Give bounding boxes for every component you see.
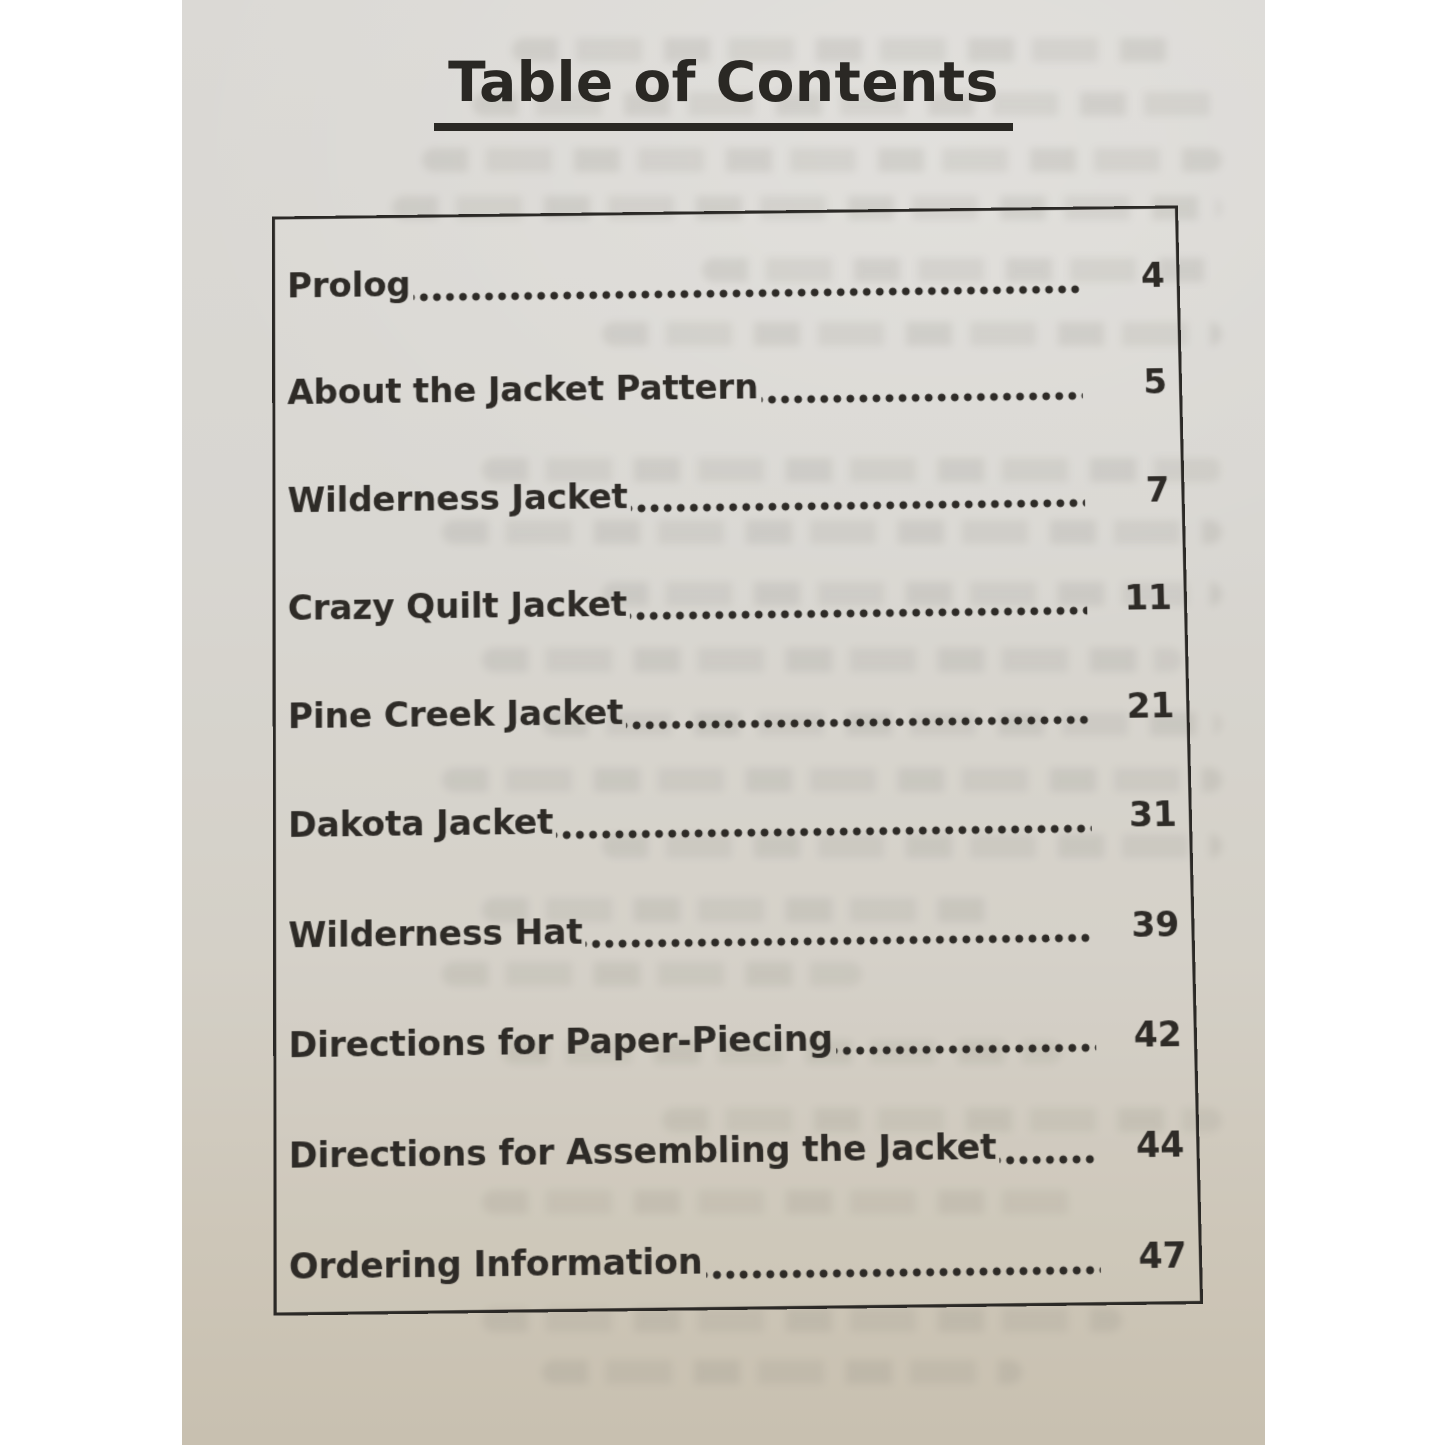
toc-leader-dots [630, 587, 1088, 623]
toc-leader-dots [705, 1245, 1101, 1281]
toc-entry-title: Wilderness Hat [288, 911, 583, 957]
toc-entry [287, 255, 1165, 307]
toc-entry-page: 5 [1142, 362, 1168, 403]
toc-leader-dots [413, 265, 1080, 303]
toc-entry-title: Pine Creek Jacket [287, 692, 624, 738]
toc-entry [288, 1013, 1183, 1067]
toc-leader-dots [999, 1134, 1098, 1167]
toc-entry-title: Directions for Paper-Piecing [288, 1017, 834, 1067]
toc-entry [287, 469, 1170, 521]
toc-entry [288, 1124, 1185, 1178]
toc-entry-title: Crazy Quilt Jacket [287, 583, 628, 629]
toc-entry-page: 39 [1130, 903, 1180, 946]
toc-entry [288, 1235, 1188, 1289]
toc-entry-title: Dakota Jacket [288, 802, 554, 847]
toc-entry-page: 21 [1126, 685, 1175, 727]
toc-leader-dots [836, 1024, 1097, 1058]
toc-entry-page: 4 [1140, 255, 1165, 297]
toc-entry-title: Ordering Information [288, 1241, 703, 1289]
book-page-photo [182, 0, 1265, 1445]
toc-entry-page: 11 [1123, 577, 1173, 619]
toc-leader-dots [626, 695, 1090, 731]
toc-entry [287, 362, 1168, 414]
page-title: Table of Contents [434, 52, 1013, 131]
toc-leader-dots [556, 804, 1092, 841]
toc-leader-dots [761, 372, 1083, 406]
toc-box [272, 205, 1203, 1315]
toc-entry [287, 685, 1175, 738]
toc-entry-title: Prolog [287, 264, 411, 307]
toc-entry-title: Wilderness Jacket [287, 476, 628, 521]
toc-entry-title: About the Jacket Pattern [287, 367, 759, 414]
page-title-wrap [182, 52, 1265, 131]
toc-leader-dots [586, 914, 1095, 951]
toc-leader-dots [631, 479, 1086, 515]
toc-entry [287, 577, 1173, 629]
bleed-through-artifact [542, 1360, 1022, 1384]
bleed-through-artifact [422, 148, 1222, 172]
toc-entry-page: 42 [1133, 1013, 1183, 1056]
toc-entry-page: 47 [1138, 1235, 1188, 1278]
toc-entry [288, 794, 1178, 847]
toc-entry-page: 31 [1128, 794, 1178, 837]
toc-entry-page: 7 [1145, 469, 1170, 511]
toc-entry [288, 903, 1180, 957]
toc-entry-page: 44 [1135, 1124, 1185, 1167]
toc-entry-title: Directions for Assembling the Jacket [288, 1126, 997, 1178]
